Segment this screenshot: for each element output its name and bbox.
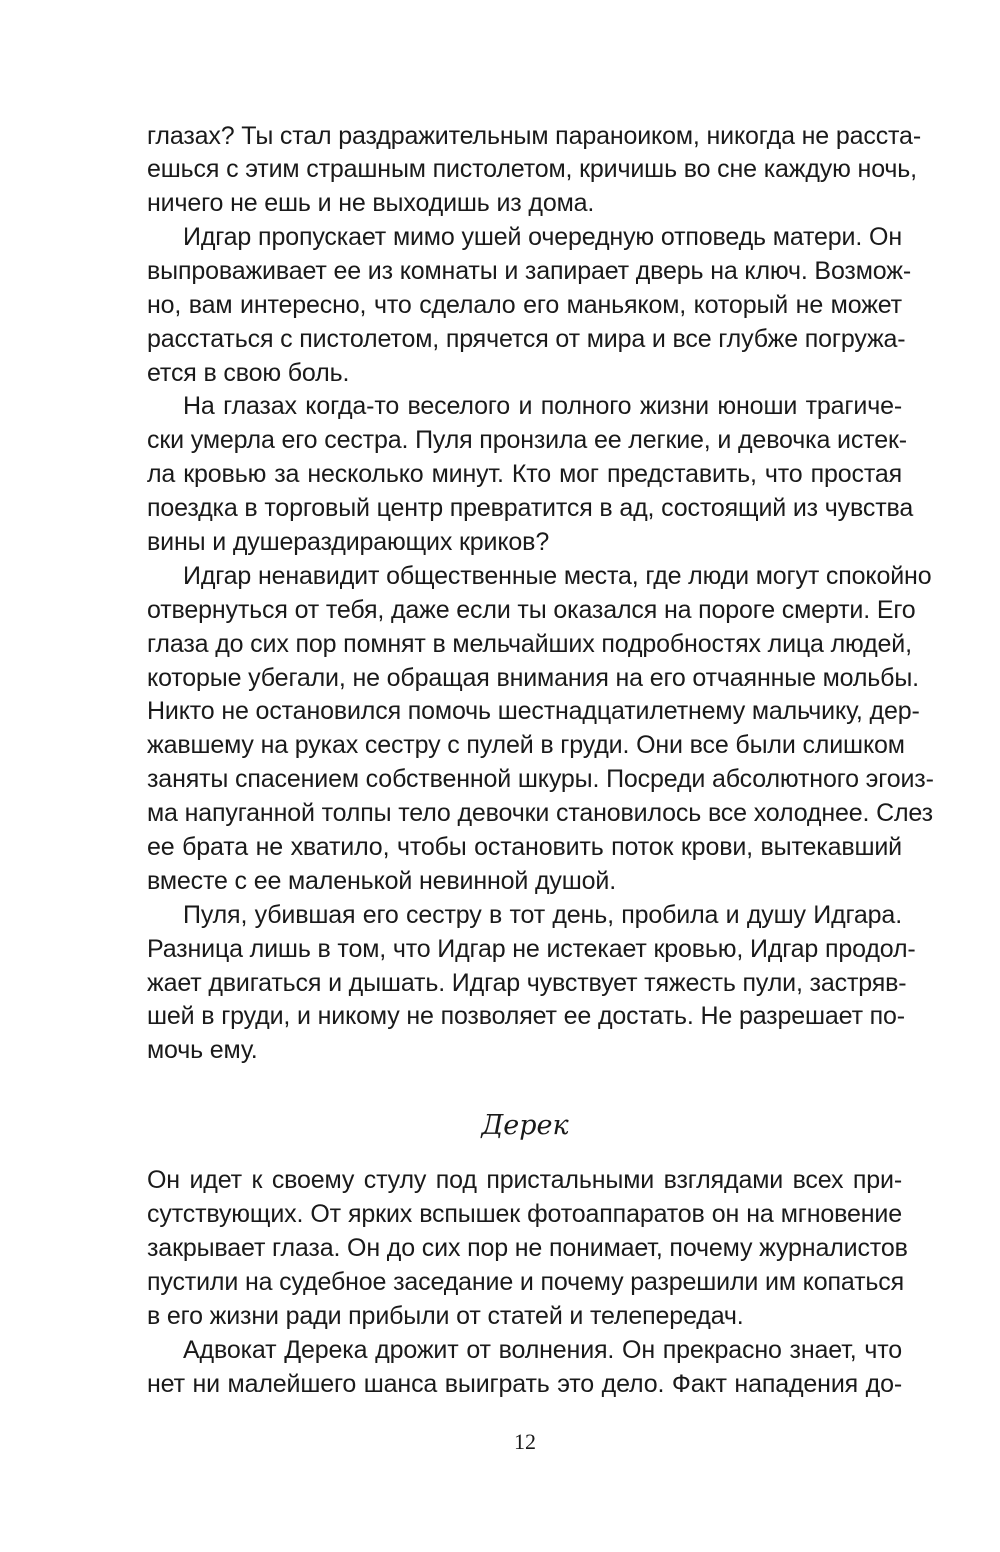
text-line: ски умерла его сестра. Пуля пронзила ее легкие, и девочка истек- bbox=[147, 426, 907, 454]
text-line: мочь ему. bbox=[147, 1036, 258, 1064]
text-line: Он идет к своему стулу под пристальными взглядами всех при- bbox=[147, 1166, 902, 1194]
text-line: Идгар пропускает мимо ушей очередную отповедь матери. Он bbox=[183, 223, 902, 251]
text-line: ешься с этим страшным пистолетом, кричишь во сне каждую ночь, bbox=[147, 155, 917, 183]
text-line: жает двигаться и дышать. Идгар чувствует тяжесть пули, застряв- bbox=[147, 969, 907, 997]
text-line: отвернуться от тебя, даже если ты оказался на пороге смерти. Его bbox=[147, 596, 916, 624]
text-line: расстаться с пистолетом, прячется от мира и все глубже погружа- bbox=[147, 325, 906, 353]
text-line: которые убегали, не обращая внимания на его отчаянные мольбы. bbox=[147, 664, 919, 692]
text-line: глазах? Ты стал раздражительным параноиком, никогда не расста- bbox=[147, 122, 921, 150]
text-line: глаза до сих пор помнят в мельчайших подробностях лица людей, bbox=[147, 630, 912, 658]
text-line: Разница лишь в том, что Идгар не истекает кровью, Идгар продол- bbox=[147, 935, 916, 963]
text-line: Пуля, убившая его сестру в тот день, пробила и душу Идгара. bbox=[183, 901, 902, 929]
text-line: вместе с ее маленькой невинной душой. bbox=[147, 867, 617, 895]
text-line: На глазах когда-то веселого и полного жизни юноши трагиче- bbox=[183, 392, 902, 420]
text-line: заняты спасением собственной шкуры. Посреди абсолютного эгоиз- bbox=[147, 765, 934, 793]
text-line: но, вам интересно, что сделало его маньяком, который не может bbox=[147, 291, 902, 319]
text-line: выпроваживает ее из комнаты и запирает дверь на ключ. Возмож- bbox=[147, 257, 911, 285]
section-heading: Дерек bbox=[481, 1110, 569, 1141]
text-line: ма напуганной толпы тело девочки становилось все холоднее. Слез bbox=[147, 799, 933, 827]
text-line: Идгар ненавидит общественные места, где люди могут спокойно bbox=[183, 562, 932, 590]
text-line: сутствующих. От ярких вспышек фотоаппаратов он на мгновение bbox=[147, 1200, 902, 1228]
text-line: вины и душераздирающих криков? bbox=[147, 528, 550, 556]
text-line: ее брата не хватило, чтобы остановить поток крови, вытекавший bbox=[147, 833, 902, 861]
text-line: ничего не ешь и не выходишь из дома. bbox=[147, 189, 595, 217]
text-line: закрывает глаза. Он до сих пор не понимает, почему журналистов bbox=[147, 1234, 908, 1262]
text-line: в его жизни ради прибыли от статей и телепередач. bbox=[147, 1302, 744, 1330]
text-line: пустили на судебное заседание и почему разрешили им копаться bbox=[147, 1268, 905, 1296]
text-line: поездка в торговый центр превратится в ад, состоящий из чувства bbox=[147, 494, 914, 522]
text-line: шей в груди, и никому не позволяет ее достать. Не разрешает по- bbox=[147, 1002, 905, 1030]
text-line: ла кровью за несколько минут. Кто мог представить, что простая bbox=[147, 460, 902, 488]
text-line: нет ни малейшего шанса выиграть это дело. Факт нападения до- bbox=[147, 1370, 902, 1398]
text-line: жавшему на руках сестру с пулей в груди. Они все были слишком bbox=[147, 731, 905, 759]
text-line: Адвокат Дерека дрожит от волнения. Он прекрасно знает, что bbox=[183, 1336, 902, 1364]
text-line: Никто не остановился помочь шестнадцатилетнему мальчику, дер- bbox=[147, 697, 920, 725]
page-number: 12 bbox=[514, 1429, 536, 1454]
text-line: ется в свою боль. bbox=[147, 359, 350, 387]
